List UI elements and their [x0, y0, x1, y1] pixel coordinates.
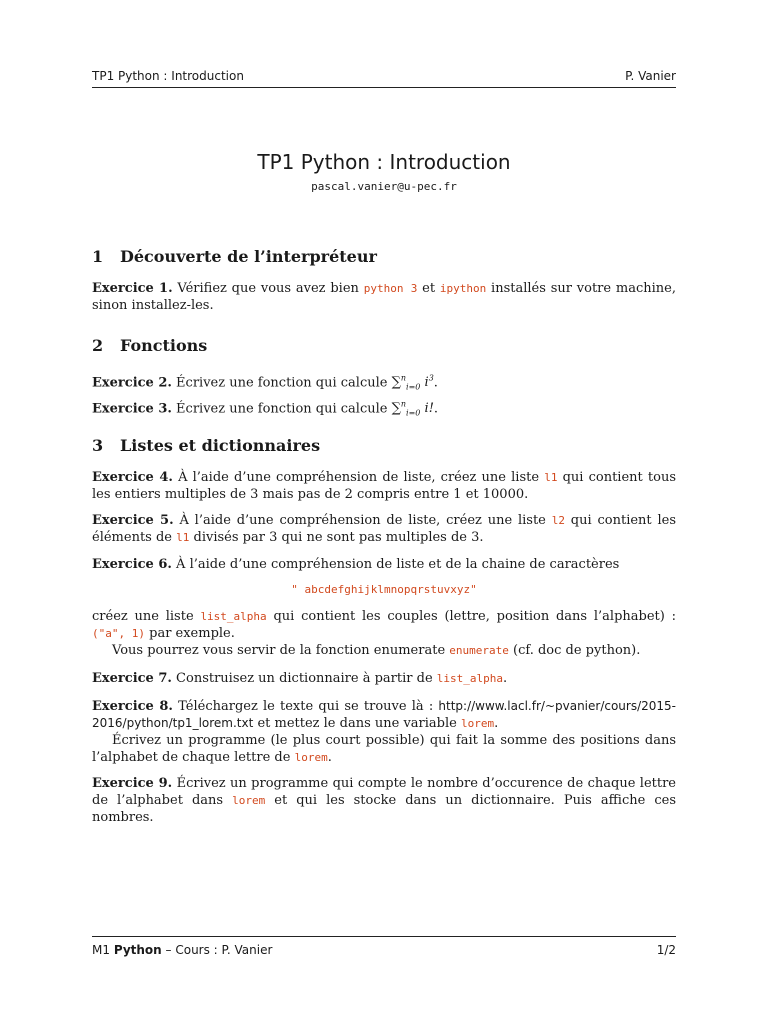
section-title: Découverte de l’interpréteur	[120, 247, 377, 266]
exercise-text: À l’aide d’une compréhension de liste, créez une liste	[173, 513, 552, 528]
exercise-text: Écrivez une fonction qui calcule	[171, 401, 392, 417]
code-lorem: lorem	[294, 751, 328, 764]
section-number: 3	[92, 436, 104, 455]
exercise-text: Écrivez un programme qui compte le nombre d’occurence de chaque lettre de l’alphabet dans	[92, 776, 676, 808]
exercise-4	[92, 469, 676, 503]
exercise-text: et mettez le dans une variable	[253, 716, 461, 731]
exercise-text: et qui les stocke dans un dictionnaire. Puis affiche ces nombres.	[92, 793, 676, 825]
exercise-text: Téléchargez le texte qui se trouve là :	[172, 699, 439, 714]
exercise-text: Écrivez une fonction qui calcule	[171, 375, 392, 391]
sum-upper: n	[400, 374, 407, 383]
exercise-2	[92, 370, 676, 396]
author-email[interactable]: pascal.vanier@u-pec.fr	[311, 180, 457, 193]
code-list-alpha: list_alpha	[436, 672, 504, 685]
title-block	[92, 150, 676, 193]
exercise-text: qui contient les éléments de	[92, 513, 676, 545]
sum-term: i!	[420, 401, 434, 417]
sum-upper: n	[400, 400, 407, 409]
code-lorem: lorem	[232, 794, 266, 807]
sum-symbol: ∑	[391, 401, 401, 417]
sum-symbol: ∑	[391, 375, 401, 391]
alphabet-string: " abcdefghijklmnopqrstuvxyz"	[291, 583, 477, 596]
section-title: Listes et dictionnaires	[120, 436, 321, 455]
sum-power: 3	[428, 374, 434, 383]
sum-formula	[392, 401, 434, 416]
exercise-text: installés sur votre machine, sinon installez-les.	[92, 281, 676, 313]
code-l1: l1	[544, 471, 558, 484]
exercise-text: Vérifiez que vous avez bien	[172, 281, 364, 296]
exercise-label: Exercice 7.	[92, 671, 172, 686]
exercise-5	[92, 512, 676, 546]
exercise-text: .	[494, 716, 499, 731]
footer-author: – Cours : P. Vanier	[161, 943, 273, 957]
url-part: python/tp1_lorem.txt	[126, 716, 254, 730]
exercise-label: Exercice 2.	[92, 375, 172, 391]
exercise-text: Vous pourrez vous servir de la fonction enumerate	[112, 643, 450, 658]
page-header	[92, 69, 676, 88]
code-python3: python 3	[363, 282, 418, 295]
exercise-label: Exercice 9.	[92, 776, 173, 791]
exercise-text: (cf. doc de python).	[508, 643, 641, 658]
footer-course: M1	[92, 943, 114, 957]
exercise-text: Écrivez un programme (le plus court possible) qui fait la somme des positions dans l’alphabet de chaque lettre de	[92, 733, 676, 765]
exercise-text: et	[417, 281, 440, 296]
exercise-text: .	[327, 750, 332, 765]
sum-formula	[392, 375, 434, 390]
footer-python: Python	[113, 943, 162, 957]
exercise-3	[92, 396, 676, 422]
exercise-text: divisés par 3 qui ne sont pas multiples de 3.	[189, 530, 484, 545]
exercise-text: qui contient les couples (lettre, position dans l’alphabet) :	[266, 609, 676, 624]
header-author: P. Vanier	[625, 69, 676, 83]
section-1-heading	[92, 248, 676, 265]
exercise-8	[92, 698, 676, 766]
exercise-6	[92, 556, 676, 659]
sum-lower: i=0	[406, 382, 421, 392]
exercise-label: Exercice 4.	[92, 470, 173, 485]
exercise-text: À l’aide d’une compréhension de liste, créez une liste	[172, 470, 545, 485]
exercise-text: Construisez un dictionnaire à partir de	[171, 671, 437, 686]
code-tuple-example: ("a", 1)	[92, 627, 145, 640]
exercise-text: .	[433, 375, 438, 391]
sum-term: i	[420, 375, 429, 391]
section-number: 1	[92, 247, 104, 266]
exercise-text: .	[503, 671, 508, 686]
page-number: 1/2	[656, 943, 676, 957]
exercise-text: qui contient tous les entiers multiples de 3 mais pas de 2 compris entre 1 et 10000.	[92, 470, 677, 502]
exercise-text: .	[433, 401, 439, 417]
page-title: TP1 Python : Introduction	[257, 150, 511, 174]
sum-lower: i=0	[406, 408, 421, 418]
code-ipython: ipython	[439, 282, 487, 295]
code-enumerate: enumerate	[449, 644, 509, 657]
exercise-7	[92, 670, 676, 687]
exercise-label: Exercice 5.	[92, 513, 174, 528]
section-2-heading	[92, 337, 676, 354]
exercise-text: créez une liste	[92, 609, 201, 624]
exercise-1	[92, 280, 676, 314]
exercise-text: À l’aide d’une compréhension de liste et de la chaine de caractères	[171, 557, 620, 572]
code-l2: l2	[551, 514, 565, 527]
exercise-label: Exercice 6.	[92, 557, 172, 572]
exercise-label: Exercice 8.	[92, 699, 173, 714]
exercise-text: par exemple.	[144, 626, 235, 641]
section-title: Fonctions	[120, 336, 208, 355]
header-title: TP1 Python : Introduction	[92, 69, 244, 83]
exercise-9	[92, 775, 676, 826]
code-lorem: lorem	[460, 717, 495, 730]
exercise-label: Exercice 3.	[92, 401, 172, 417]
section-3-heading	[92, 437, 676, 454]
url-part: http://www.lacl.fr/~pvanier/cours/2015-2016/	[92, 699, 677, 730]
code-list-alpha: list_alpha	[200, 610, 267, 623]
code-l1: l1	[176, 531, 190, 544]
page-footer	[92, 936, 676, 957]
exercise-label: Exercice 1.	[92, 281, 173, 296]
section-number: 2	[92, 336, 104, 355]
